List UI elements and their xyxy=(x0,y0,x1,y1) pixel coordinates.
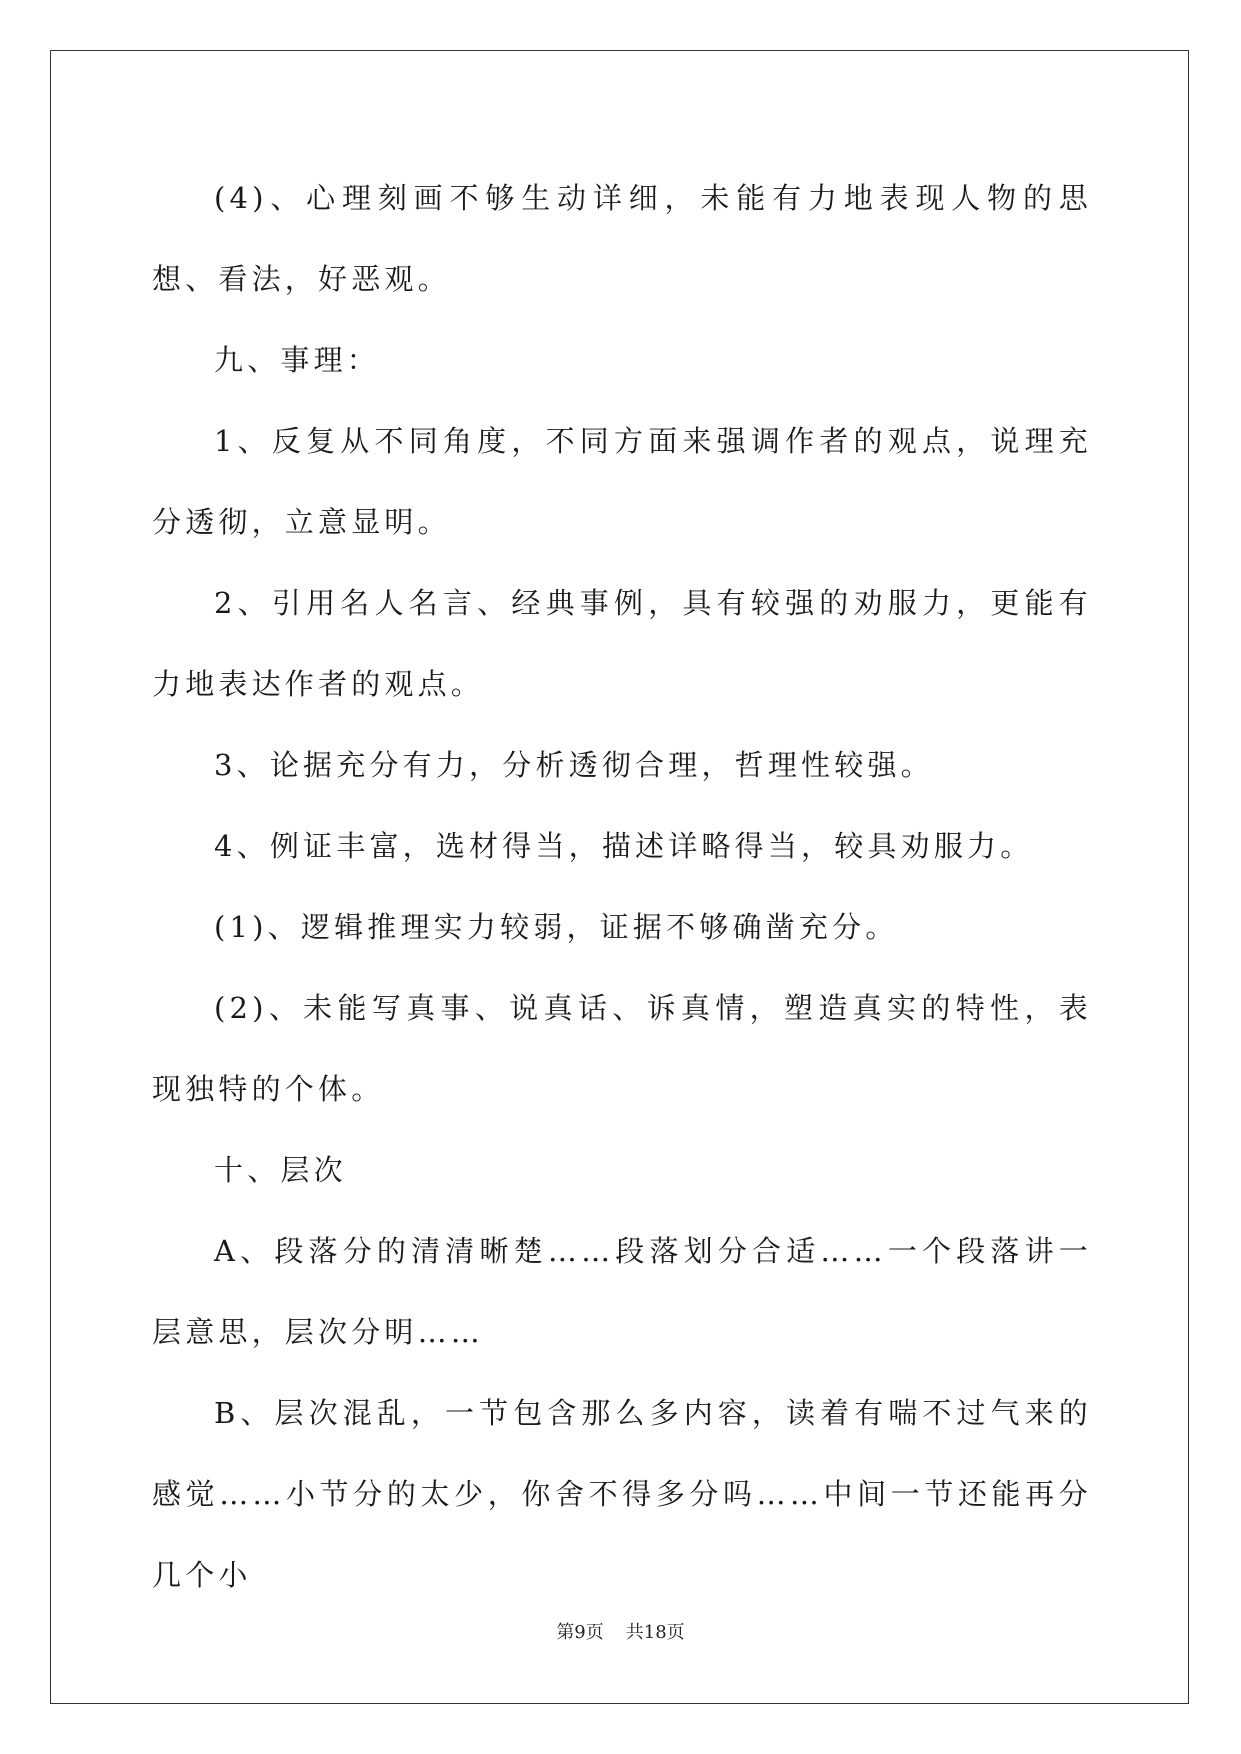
section-heading: 九、事理： xyxy=(214,343,381,377)
paragraph: B、层次混乱，一节包含那么多内容，读着有喘不过气来的感觉……小节分的太少，你舍不得多分吗……中间一节还能再分几个小 xyxy=(152,1396,1092,1592)
page-total: 共18页 xyxy=(625,1622,685,1643)
paragraph: 3、论据充分有力，分析透彻合理，哲理性较强。 xyxy=(214,748,934,782)
section-heading: 十、层次 xyxy=(214,1153,347,1187)
page-number: 第9页 xyxy=(556,1622,604,1643)
paragraph: A、段落分的清清晰楚……段落划分合适……一个段落讲一层意思，层次分明…… xyxy=(152,1234,1092,1349)
page-footer xyxy=(0,1618,1241,1644)
document-body xyxy=(152,158,1092,1616)
paragraph: (1)、逻辑推理实力较弱，证据不够确凿充分。 xyxy=(214,910,899,944)
paragraph: 1、反复从不同角度，不同方面来强调作者的观点，说理充分透彻，立意显明。 xyxy=(152,424,1092,539)
paragraph: (4)、心理刻画不够生动详细，未能有力地表现人物的思想、看法，好恶观。 xyxy=(152,181,1092,296)
paragraph: 4、例证丰富，选材得当，描述详略得当，较具劝服力。 xyxy=(214,829,1034,863)
paragraph: (2)、未能写真事、说真话、诉真情，塑造真实的特性，表现独特的个体。 xyxy=(152,991,1092,1106)
paragraph: 2、引用名人名言、经典事例，具有较强的劝服力，更能有力地表达作者的观点。 xyxy=(152,586,1092,701)
